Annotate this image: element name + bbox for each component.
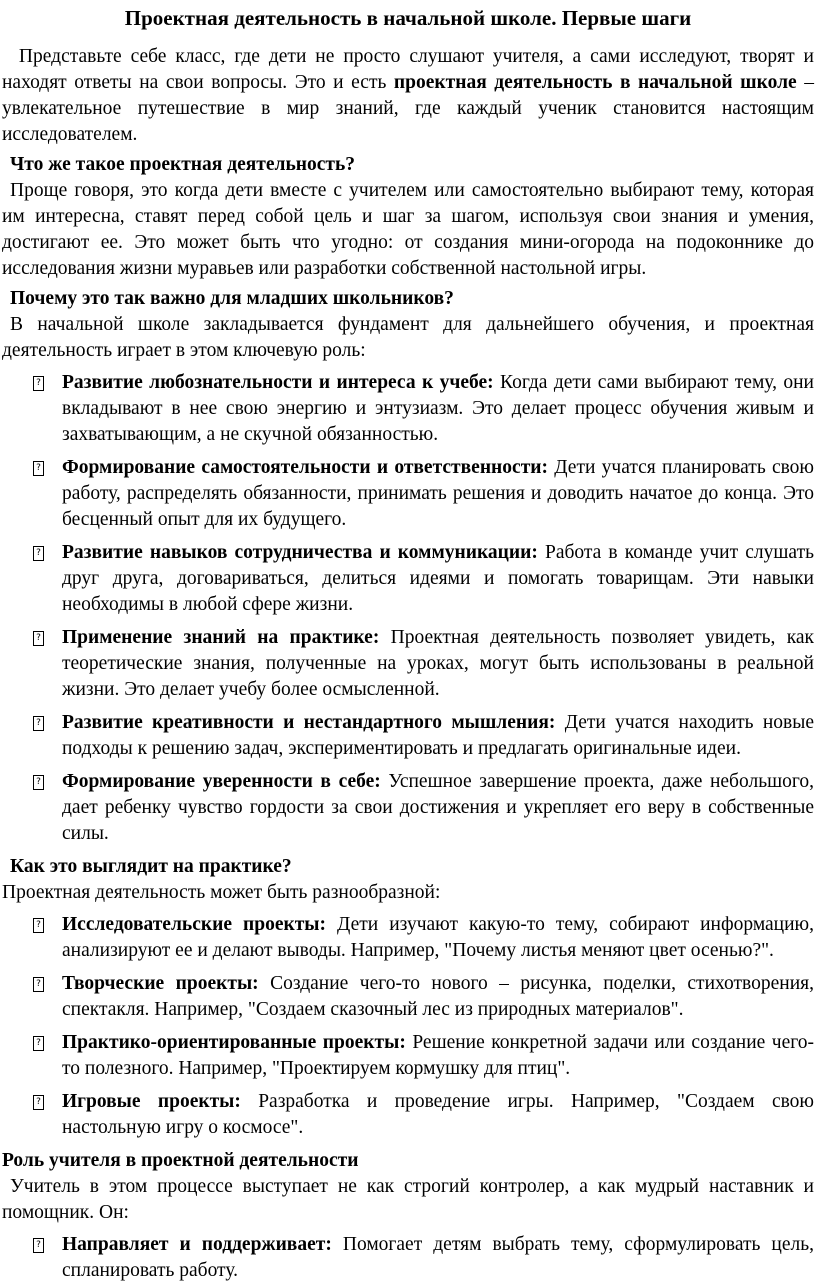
section-heading-practice: Как это выглядит на практике?: [10, 856, 292, 877]
list-item: ? Игровые проекты: Разработка и проведение игры. Например, "Создаем свою настольную игру о космосе".: [2, 1089, 814, 1141]
bullet-box-icon: ?: [33, 631, 44, 646]
section-heading-what: Что же такое проектная деятельность?: [10, 154, 356, 175]
bullet-box-icon: ?: [33, 461, 44, 476]
bullet-box-icon: ?: [33, 546, 44, 561]
intro-paragraph: Представьте себе класс, где дети не просто слушают учителя, а сами исследуют, творят и находят ответы на свои вопросы. Это и есть проектная деятельность в начальной школе – увлекательное путешествие в мир знаний, где каждый ученик становится настоящим исследователем.: [2, 46, 815, 145]
practice-list: [2, 912, 814, 1141]
list-item: ? Развитие навыков сотрудничества и коммуникации: Работа в команде учит слушать друг друга, договариваться, делиться идеями и помогать товарищам. Эти навыки необходимы в любой сфере жизни.: [2, 540, 814, 618]
section-text-why: В начальной школе закладывается фундамент для дальнейшего обучения, и проектная деятельность играет в этом ключевую роль:: [2, 314, 814, 361]
teacher-list: [2, 1232, 814, 1284]
list-item: ? Практико-ориентированные проекты: Решение конкретной задачи или создание чего-то полезного. Например, "Проектируем кормушку для птиц".: [2, 1030, 814, 1082]
bullet-box-icon: ?: [33, 1036, 44, 1051]
bullet-box-icon: ?: [33, 716, 44, 731]
bullet-box-icon: ?: [33, 376, 44, 391]
bullet-box-icon: ?: [33, 918, 44, 933]
list-item: ? Развитие креативности и нестандартного мышления: Дети учатся находить новые подходы к решению задач, экспериментировать и предлагать оригинальные идеи.: [2, 710, 814, 762]
bullet-box-icon: ?: [33, 1238, 44, 1253]
document-title: Проектная деятельность в начальной школе. Первые шаги: [124, 6, 692, 30]
list-item: ? Развитие любознательности и интереса к учебе: Когда дети сами выбирают тему, они вкладывают в нее свою энергию и энтузиазм. Это делает процесс обучения живым и захватывающим, а не скучной обязанностью.: [2, 370, 814, 448]
section-heading-teacher: Роль учителя в проектной деятельности: [2, 1150, 359, 1171]
list-item: ? Применение знаний на практике: Проектная деятельность позволяет увидеть, как теоретические знания, полученные на уроках, могут быть использованы в реальной жизни. Это делает учебу более осмысленной.: [2, 625, 814, 703]
why-list: [2, 370, 814, 847]
list-item: ? Формирование уверенности в себе: Успешное завершение проекта, даже небольшого, дает ребенку чувство гордости за свои достижения и укрепляет его веру в собственные силы.: [2, 769, 814, 847]
bullet-box-icon: ?: [33, 775, 44, 790]
list-item: ? Формирование самостоятельности и ответственности: Дети учатся планировать свою работу, распределять обязанности, принимать решения и доводить начатое до конца. Это бесценный опыт для их будущего.: [2, 455, 814, 533]
intro-bold-term: проектная деятельность в начальной школе: [393, 72, 797, 93]
list-item: ? Направляет и поддерживает: Помогает детям выбрать тему, сформулировать цель, спланировать работу.: [2, 1232, 814, 1284]
bullet-box-icon: ?: [33, 977, 44, 992]
list-item: ? Творческие проекты: Создание чего-то нового – рисунка, поделки, стихотворения, спектакля. Например, "Создаем сказочный лес из природных материалов".: [2, 971, 814, 1023]
list-item: ? Исследовательские проекты: Дети изучают какую-то тему, собирают информацию, анализируют ее и делают выводы. Например, "Почему листья меняют цвет осенью?".: [2, 912, 814, 964]
bullet-box-icon: ?: [33, 1095, 44, 1110]
section-text-what: Проще говоря, это когда дети вместе с учителем или самостоятельно выбирают тему, которая им интересна, ставят перед собой цель и шаг за шагом, используя свои знания и умения, достигают ее. Это может быть что угодно: от создания мини-огорода на подоконнике до исследования жизни муравьев или разработки собственной настольной игры.: [2, 180, 814, 279]
section-text-practice: Проектная деятельность может быть разнообразной:: [2, 882, 441, 903]
section-heading-why: Почему это так важно для младших школьников?: [10, 288, 454, 309]
section-text-teacher: Учитель в этом процессе выступает не как строгий контролер, а как мудрый наставник и помощник. Он:: [2, 1176, 814, 1223]
